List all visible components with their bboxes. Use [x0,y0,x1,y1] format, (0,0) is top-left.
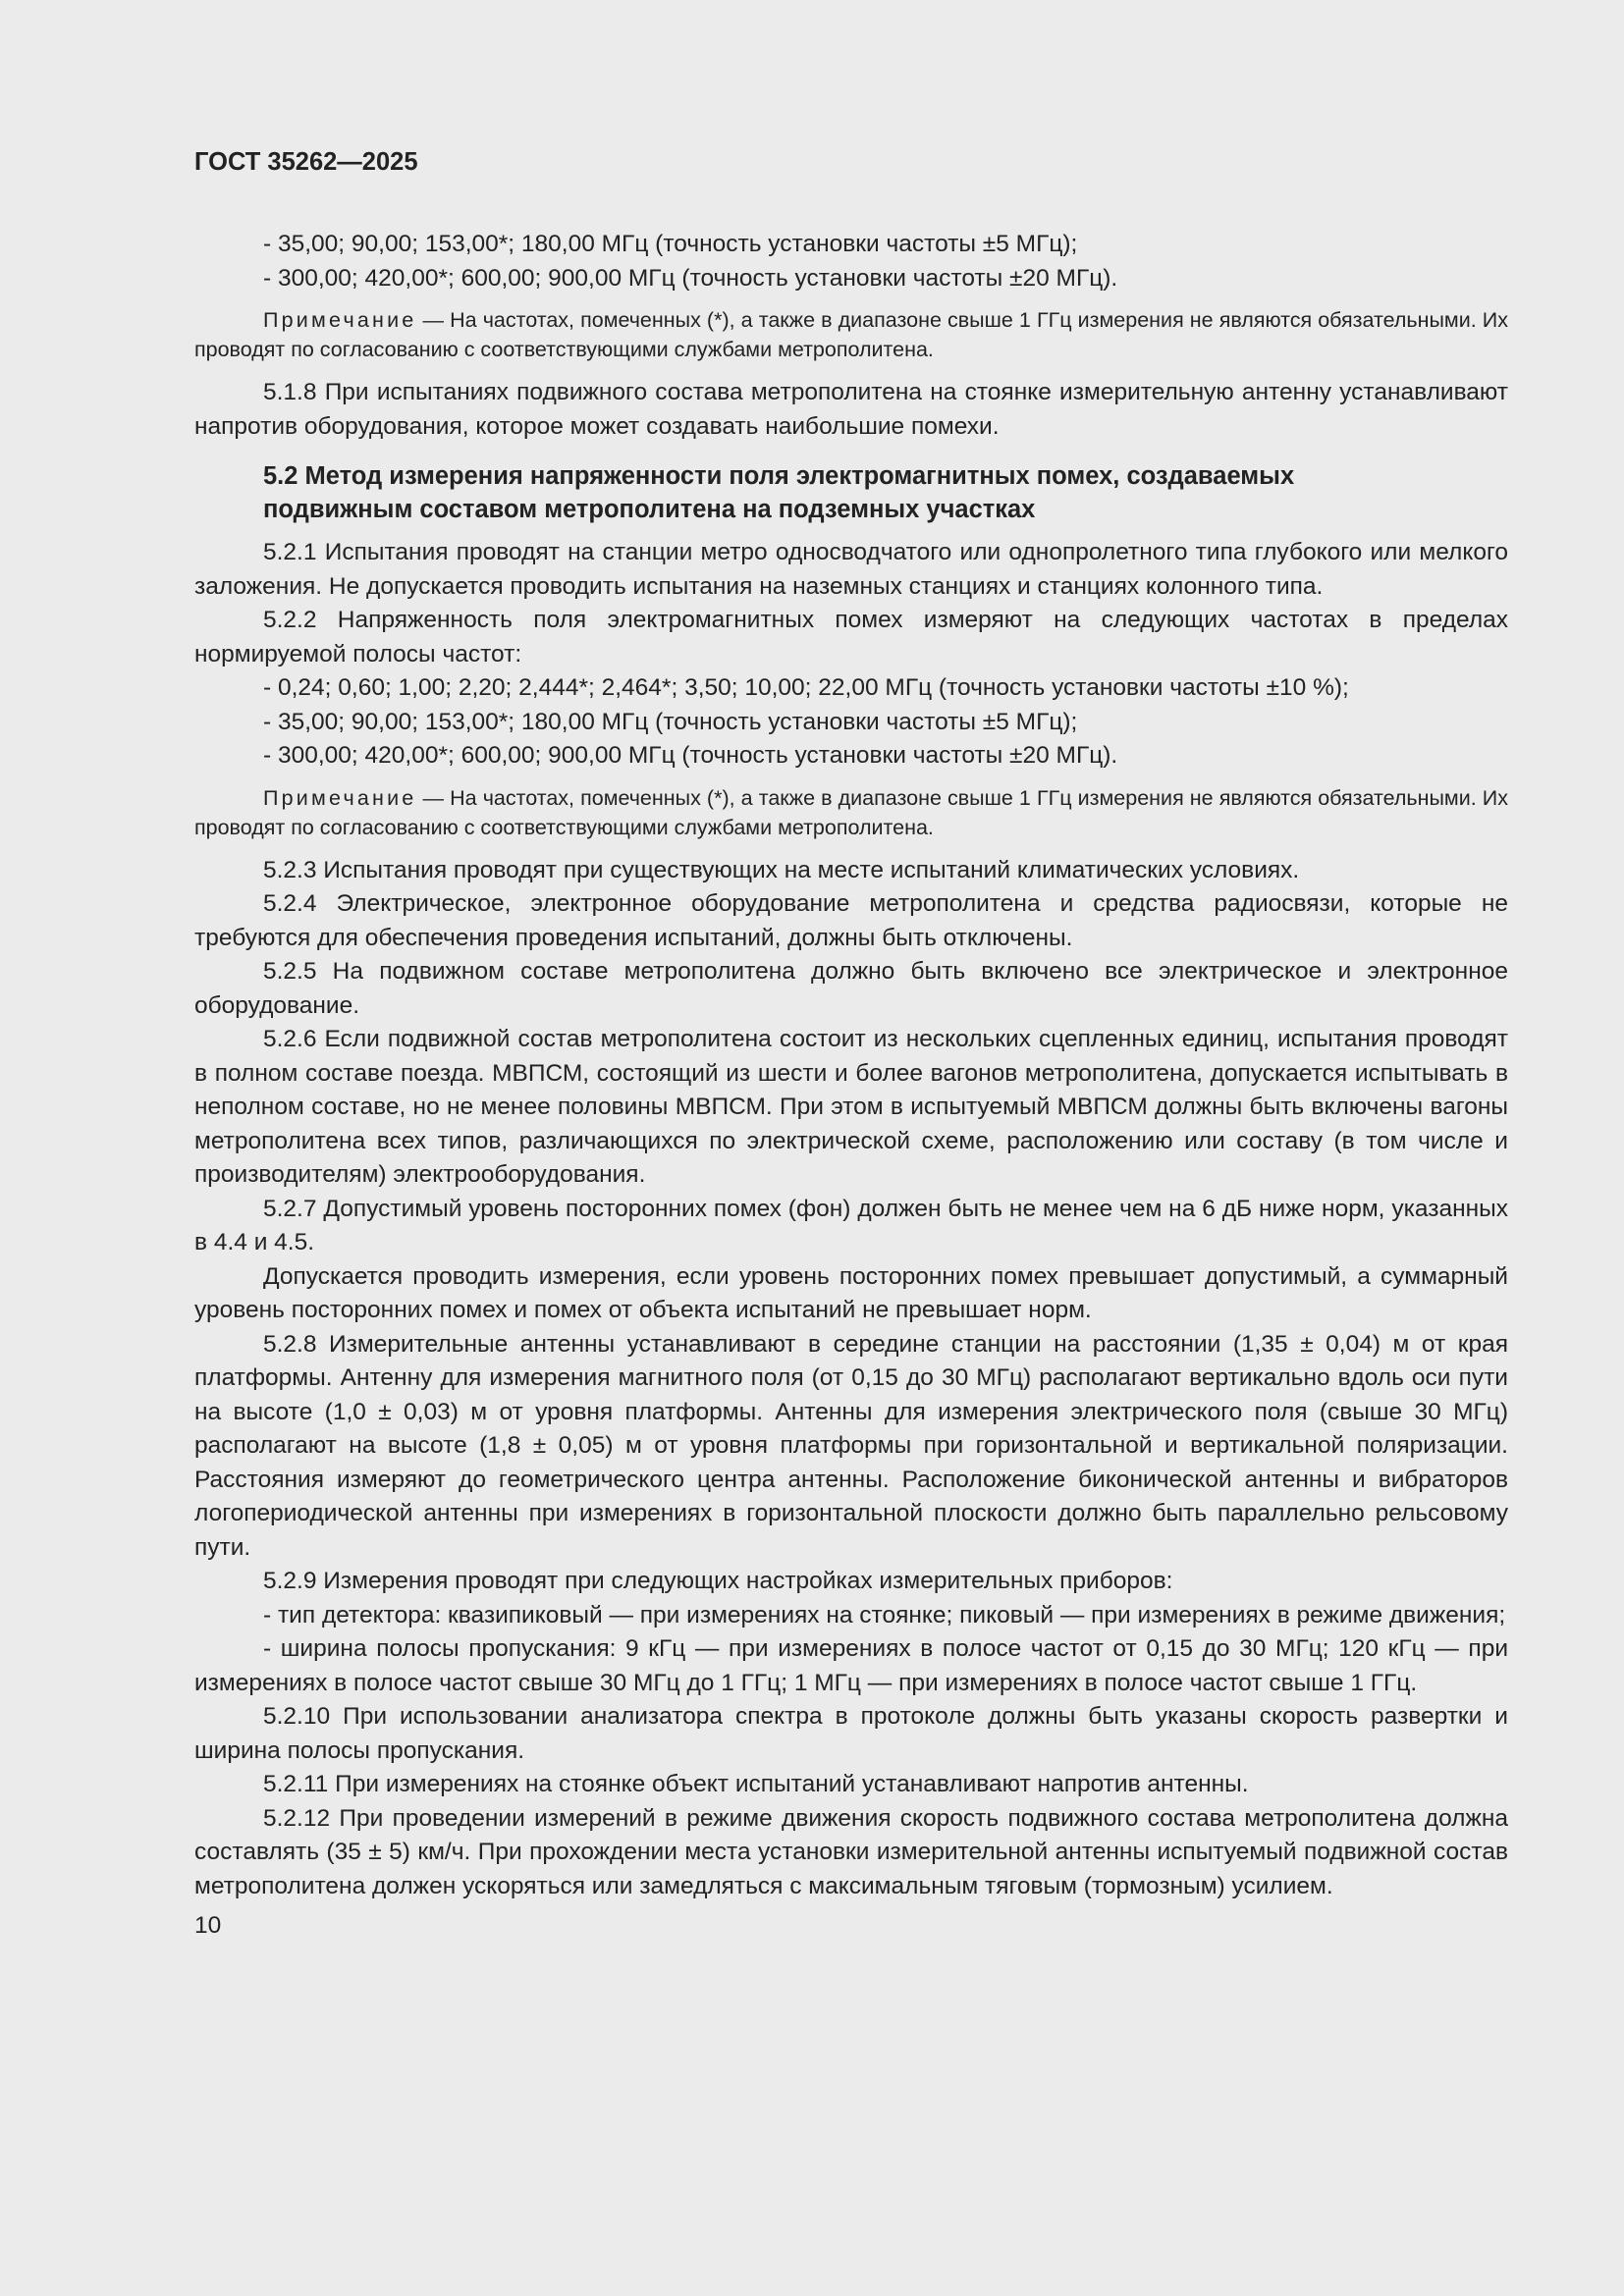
section-title-5-2 [194,459,1508,526]
list-item: - 300,00; 420,00*; 600,00; 900,00 МГц (точность установки частоты ±20 МГц). [263,264,1118,292]
paragraph-5-2-3: 5.2.3 Испытания проводят при существующих на месте испытаний климатических условиях. [263,856,1300,883]
paragraph-5-2-11: 5.2.11 При измерениях на стоянке объект испытаний устанавливают напротив антенны. [263,1771,1249,1797]
paragraph-5-2-1: 5.2.1 Испытания проводят на станции метро односводчатого или однопролетного типа глубокого или мелкого заложения. Не допускается проводить испытания на наземных станциях и станциях колонного типа. [194,539,1508,600]
paragraph-5-2-12: 5.2.12 При проведении измерений в режиме движения скорость подвижного состава метрополитена должна составлять (35 ± 5) км/ч. При прохождении места установки измерительной антенны испытуемый подвижной состав метрополитена должен ускоряться или замедляться с максимальным тяговым (тормозным) усилием. [194,1804,1508,1899]
paragraph-5-2-2: 5.2.2 Напряженность поля электромагнитных помех измеряют на следующих частотах в пределах нормируемой полосы частот: [194,607,1508,667]
paragraph-5-1-8: 5.1.8 При испытаниях подвижного состава метрополитена на стоянке измерительную антенну устанавливают напротив оборудования, которое может создавать наибольшие помехи. [194,379,1508,440]
paragraph-5-2-9: 5.2.9 Измерения проводят при следующих настройках измерительных приборов: [263,1568,1173,1594]
note [194,305,1508,364]
section-title-line: подвижным составом метрополитена на подземных участках [263,496,1036,523]
section-title-line: 5.2 Метод измерения напряженности поля электромагнитных помех, создаваемых [263,462,1295,490]
document-header: ГОСТ 35262—2025 [194,148,418,176]
paragraph-5-2-7-continuation: Допускается проводить измерения, если уровень посторонних помех превышает допустимый, а суммарный уровень посторонних помех и помех от объекта испытаний не превышает норм. [194,1262,1508,1323]
note-label: Примечание [263,308,417,332]
list-item: - 35,00; 90,00; 153,00*; 180,00 МГц (точность установки частоты ±5 МГц); [263,231,1078,257]
paragraph-5-2-5: 5.2.5 На подвижном составе метрополитена должно быть включено все электрическое и электронное оборудование. [194,958,1508,1019]
list-item: - 35,00; 90,00; 153,00*; 180,00 МГц (точность установки частоты ±5 МГц); [263,708,1078,735]
note-text: — На частотах, помеченных (*), а также в диапазоне свыше 1 ГГц измерения не являются обязательными. Их проводят по согласованию с соответствующими службами метрополитена. [194,785,1508,839]
paragraph-5-2-6: 5.2.6 Если подвижной состав метрополитена состоит из нескольких сцепленных единиц, испытания проводят в полном составе поезда. МВПСМ, состоящий из шести и более вагонов метрополитена, допускается испытывать в неполном составе, но не менее половины МВПСМ. При этом в испытуемый МВПСМ должны быть включены вагоны метрополитена всех типов, различающихся по электрической схеме, расположению или составу (в том числе и производителям) электрооборудования. [194,1026,1508,1188]
paragraph-5-2-4: 5.2.4 Электрическое, электронное оборудование метрополитена и средства радиосвязи, которые не требуются для обеспечения проведения испытаний, должны быть отключены. [194,890,1508,951]
list-item: - ширина полосы пропускания: 9 кГц — при измерениях в полосе частот от 0,15 до 30 МГц; 120 кГц — при измерениях в полосе частот свыше 30 МГц до 1 ГГц; 1 МГц — при измерениях в полосе частот свыше 1 ГГц. [194,1635,1508,1696]
note [194,783,1508,842]
page-content [194,145,1508,1944]
paragraph-5-2-7: 5.2.7 Допустимый уровень посторонних помех (фон) должен быть не менее чем на 6 дБ ниже норм, указанных в 4.4 и 4.5. [194,1195,1508,1255]
note-text: — На частотах, помеченных (*), а также в диапазоне свыше 1 ГГц измерения не являются обязательными. Их проводят по согласованию с соответствующими службами метрополитена. [194,308,1508,361]
note-label: Примечание [263,785,417,810]
list-item: - 300,00; 420,00*; 600,00; 900,00 МГц (точность установки частоты ±20 МГц). [263,742,1118,769]
page-number: 10 [194,1912,222,1939]
paragraph-5-2-8: 5.2.8 Измерительные антенны устанавливают в середине станции на расстоянии (1,35 ± 0,04) м от края платформы. Антенну для измерения магнитного поля (от 0,15 до 30 МГц) располагают вертикально вдоль оси пути на высоте (1,0 ± 0,03) м от уровня платформы. Антенны для измерения электрического поля (свыше 30 МГц) располагают на высоте (1,8 ± 0,05) м от уровня платформы при горизонтальной и вертикальной поляризации. Расстояния измеряют до геометрического центра антенны. Расположение биконической антенны и вибраторов логопериодической антенны при измерениях в горизонтальной плоскости должно быть параллельно рельсовому пути. [194,1330,1508,1561]
paragraph-5-2-10: 5.2.10 При использовании анализатора спектра в протоколе должны быть указаны скорость развертки и ширина полосы пропускания. [194,1703,1508,1764]
list-item: - 0,24; 0,60; 1,00; 2,20; 2,444*; 2,464*; 3,50; 10,00; 22,00 МГц (точность установки частоты ±10 %); [263,674,1349,701]
list-item: - тип детектора: квазипиковый — при измерениях на стоянке; пиковый — при измерениях в режиме движения; [263,1601,1506,1629]
